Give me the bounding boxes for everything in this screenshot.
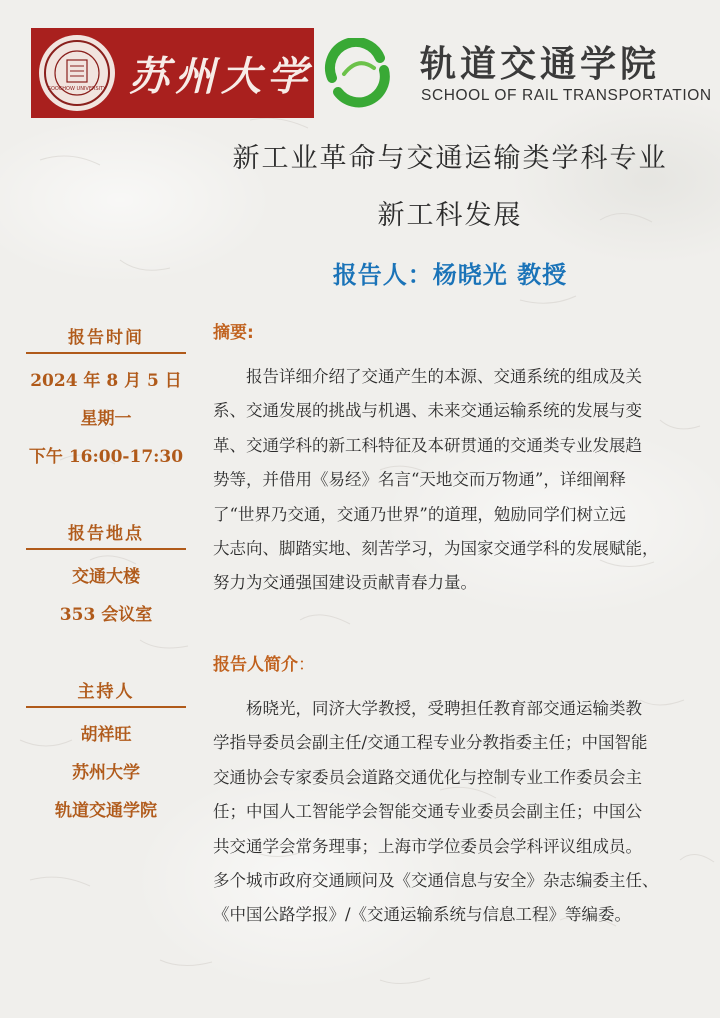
report-time-block <box>26 323 186 476</box>
abstract-line: 势等，并借用《易经》名言“天地交而万物通”，详细阐释 <box>213 470 626 490</box>
abstract-line: 了“世界乃交通，交通乃世界”的道理，勉励同学们树立远 <box>213 504 626 524</box>
abstract-line: 系、交通发展的挑战与机遇、未来交通运输系统的发展与变 <box>213 401 642 421</box>
school-name: 轨道交通学院 <box>420 44 661 85</box>
abstract-paragraph <box>213 360 701 601</box>
bio-heading-colon: ： <box>298 655 315 675</box>
university-seal-icon <box>39 35 115 111</box>
abstract-line: 报告详细介绍了交通产生的本源、交通系统的组成及关 <box>246 367 642 386</box>
talk-title-line-1: 新工业革命与交通运输类学科专业 <box>232 143 668 174</box>
report-place-heading: 报告地点 <box>26 519 186 550</box>
bio-paragraph <box>213 692 701 933</box>
report-room: 353 会议室 <box>59 605 153 625</box>
soochow-university-logo <box>31 28 314 118</box>
report-hours: 下午 16:00-17:30 <box>28 447 184 467</box>
host-block <box>26 677 186 830</box>
rail-school-logo-icon <box>322 38 394 110</box>
bio-line: 杨晓光，同济大学教授，受聘担任教育部交通运输类教 <box>246 699 642 718</box>
report-place-block <box>26 519 186 634</box>
bio-line: 交通协会专家委员会道路交通优化与控制专业工作委员会主 <box>213 767 642 787</box>
university-name: 苏州大学 <box>129 52 313 100</box>
bio-heading <box>213 650 315 675</box>
bio-line: 任；中国人工智能学会智能交通专业委员会副主任；中国公 <box>213 802 642 822</box>
host-name: 胡祥旺 <box>80 725 132 745</box>
report-time-heading: 报告时间 <box>26 323 186 354</box>
abstract-line: 努力为交通强国建设贡献青春力量。 <box>213 573 477 593</box>
bio-line: 学指导委员会副主任/交通工程专业分教指委主任；中国智能 <box>213 733 648 753</box>
school-name-en: SCHOOL OF RAIL TRANSPORTATION <box>421 87 712 104</box>
svg-text:SOOCHOW UNIVERSITY: SOOCHOW UNIVERSITY <box>47 86 107 92</box>
bio-line: 共交通学会常务理事；上海市学位委员会学科评议组成员。 <box>213 836 642 856</box>
host-school: 轨道交通学院 <box>55 801 157 821</box>
host-university: 苏州大学 <box>72 763 140 783</box>
report-building: 交通大楼 <box>72 567 140 587</box>
abstract-heading: 摘要: <box>213 323 254 343</box>
abstract-line: 大志向、脚踏实地、刻苦学习，为国家交通学科的发展赋能， <box>213 539 659 559</box>
bio-line: 多个城市政府交通顾问及《交通信息与安全》杂志编委主任、 <box>213 871 659 891</box>
report-date: 2024 年 8 月 5 日 <box>30 371 182 391</box>
host-heading: 主持人 <box>26 677 186 708</box>
abstract-line: 革、交通学科的新工科特征及本研贯通的交通类专业发展趋 <box>213 435 642 455</box>
talk-title-line-2: 新工科发展 <box>377 200 523 231</box>
bio-line: 《中国公路学报》/《交通运输系统与信息工程》等编委。 <box>213 905 632 925</box>
report-weekday: 星期一 <box>80 409 132 429</box>
speaker-name: 报告人：杨晓光 教授 <box>332 261 568 289</box>
bio-heading-text: 报告人简介 <box>213 655 298 675</box>
